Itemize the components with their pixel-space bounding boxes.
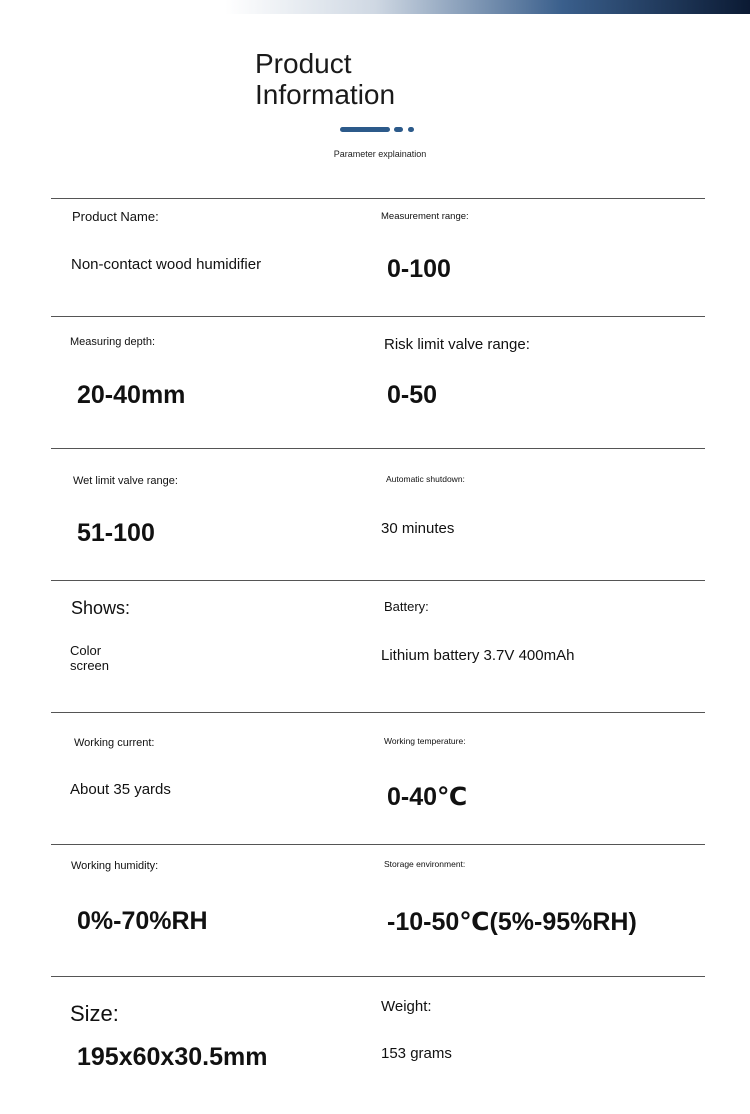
size-value: 195x60x30.5mm: [77, 1043, 268, 1071]
storage-environment-label: Storage environment:: [384, 859, 466, 869]
row-divider: [51, 712, 705, 713]
row-divider: [51, 844, 705, 845]
auto-shutdown-value: 30 minutes: [381, 520, 455, 537]
working-current-value: About 35 yards: [70, 781, 171, 798]
battery-value: Lithium battery 3.7V 400mAh: [381, 647, 575, 664]
weight-value: 153 grams: [381, 1045, 452, 1062]
working-humidity-label: Working humidity:: [71, 860, 159, 872]
title-decoration-bar: [340, 127, 390, 132]
risk-limit-value: 0-50: [387, 381, 438, 409]
product-name-label: Product Name:: [72, 209, 159, 224]
page-title: [255, 48, 395, 110]
page-title-line1: Product: [255, 48, 352, 79]
measuring-depth-value: 20-40mm: [77, 381, 186, 409]
row-divider: [51, 976, 705, 977]
auto-shutdown-label: Automatic shutdown:: [386, 474, 465, 484]
shows-label: Shows:: [71, 598, 131, 618]
row-divider: [51, 580, 705, 581]
size-label: Size:: [70, 1001, 119, 1026]
shows-value: Color screen: [70, 643, 110, 673]
working-current-label: Working current:: [74, 737, 155, 749]
row-divider: [51, 448, 705, 449]
page-subtitle: Parameter explaination: [333, 149, 427, 159]
working-temperature-label: Working temperature:: [384, 736, 466, 746]
wet-limit-label: Wet limit valve range:: [73, 475, 178, 487]
wet-limit-value: 51-100: [77, 519, 155, 547]
storage-environment-value: -10-50℃(5%-95%RH): [387, 908, 637, 936]
working-humidity-value: 0%-70%RH: [77, 907, 208, 935]
row-divider: [51, 198, 705, 199]
row-divider: [51, 316, 705, 317]
measuring-depth-label: Measuring depth:: [70, 336, 155, 348]
title-decoration-dot: [408, 127, 414, 132]
risk-limit-label: Risk limit valve range:: [384, 336, 530, 353]
working-temperature-value: 0-40℃: [387, 783, 468, 811]
weight-label: Weight:: [381, 998, 432, 1015]
measurement-range-label: Measurement range:: [381, 211, 469, 222]
measurement-range-value: 0-100: [387, 255, 451, 283]
page-title-line2: Information: [255, 79, 396, 110]
product-name-value: Non-contact wood humidifier: [71, 256, 262, 273]
battery-label: Battery:: [384, 599, 429, 614]
top-gradient-bar: [0, 0, 750, 14]
title-decoration-dot: [394, 127, 403, 132]
